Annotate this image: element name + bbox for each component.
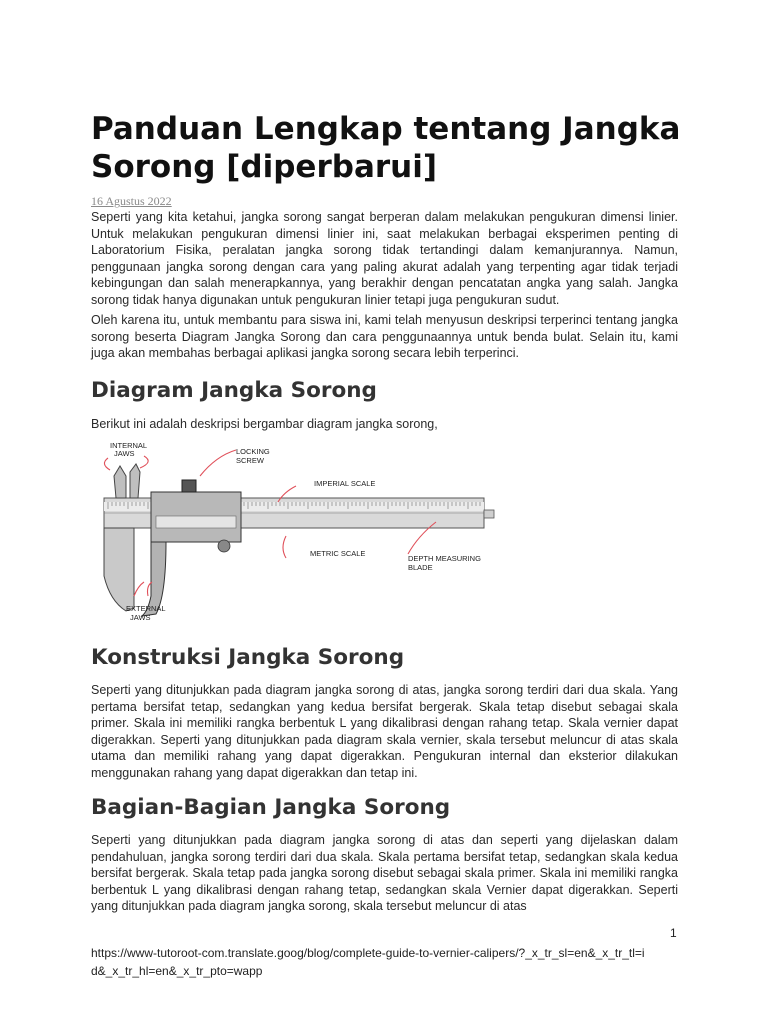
page-title: Panduan Lengkap tentang Jangka Sorong [diperbarui] <box>91 111 681 185</box>
source-url[interactable]: https://www-tutoroot-com.translate.goog/blog/complete-guide-to-vernier-calipers/?_x_tr_sl=en&_x_tr_tl=id&_x_tr_hl=en&_x_tr_pto=wapp <box>91 946 645 978</box>
label-depth-blade: DEPTH MEASURING <box>408 554 481 563</box>
intro-paragraph-2: Oleh karena itu, untuk membantu para siswa ini, kami telah menyusun deskripsi terperinci tentang jangka sorong beserta Diagram Jangka Sorong dan cara penggunaannya untuk benda bulat. Selain itu, kami juga akan membahas berbagai aplikasi jangka sorong secara lebih terperinci. <box>91 313 678 361</box>
label-imperial-scale: IMPERIAL SCALE <box>314 479 376 488</box>
section-heading-diagram: Diagram Jangka Sorong <box>91 378 377 403</box>
label-internal-jaws: INTERNAL <box>110 441 148 450</box>
publish-date-link[interactable]: 16 Agustus 2022 <box>91 194 172 208</box>
section-text-diagram: Berikut ini adalah deskripsi bergambar diagram jangka sorong, <box>91 417 438 431</box>
label-external-jaws-2: JAWS <box>130 613 151 622</box>
section-heading-konstruksi: Konstruksi Jangka Sorong <box>91 645 405 670</box>
label-depth-blade-2: BLADE <box>408 563 433 572</box>
section-text-bagian: Seperti yang ditunjukkan pada diagram jangka sorong di atas dan seperti yang dijelaskan dalam pendahuluan, jangka sorong terdiri dari dua skala. Skala pertama bersifat tetap, sedangkan skala kedua bersifat bergerak. Skala tetap pada jangka sorong disebut sebagai skala primer. Skala ini memiliki rangka berbentuk L yang dikalibrasi dengan rahang tetap, sedangkan skala Vernier dapat digerakkan. Seperti yang ditunjukkan pada diagram jangka sorong, skala tersebut meluncur di atas <box>91 833 678 914</box>
page-number: 1 <box>670 926 677 940</box>
section-text-konstruksi: Seperti yang ditunjukkan pada diagram jangka sorong di atas, jangka sorong terdiri dari dua skala. Yang pertama bersifat tetap, sedangkan yang kedua bersifat bergerak. Skala tetap disebut sebagai skala primer. Skala ini memiliki rangka berbentuk L yang dikalibrasi dengan rahang tetap. Skala vernier dapat digerakkan. Seperti yang ditunjukkan pada diagram skala vernier, skala tersebut meluncur di atas skala utama dan memiliki rahang yang dapat digerakkan. Pengukuran internal dan eksterior dilakukan menggunakan rahang yang dapat digerakkan dan tetap ini. <box>91 683 678 780</box>
label-external-jaws: EXTERNAL <box>126 604 166 613</box>
vernier-caliper-diagram <box>96 436 506 626</box>
intro-paragraph-1: Seperti yang kita ketahui, jangka sorong sangat berperan dalam melakukan pengukuran dimensi linier. Untuk melakukan pengukuran dimensi linier ini, saat melakukan berbagai eksperimen penting di Laboratorium Fisika, peralatan jangka sorong tidak tertandingi dalam kemanjurannya. Namun, penggunaan jangka sorong dengan cara yang paling akurat adalah yang terpenting agar tidak terjadi kebingungan dan salah menerapkannya, yang berakhir dengan pencatatan angka yang salah. Jangka sorong tidak hanya digunakan untuk pengukuran linier tetapi juga pengukuran sudut. <box>91 210 678 307</box>
section-heading-bagian: Bagian-Bagian Jangka Sorong <box>91 795 451 820</box>
label-locking-screw-2: SCREW <box>236 456 264 465</box>
label-metric-scale: METRIC SCALE <box>310 549 366 558</box>
label-locking-screw: LOCKING <box>236 447 270 456</box>
label-internal-jaws-2: JAWS <box>114 449 135 458</box>
